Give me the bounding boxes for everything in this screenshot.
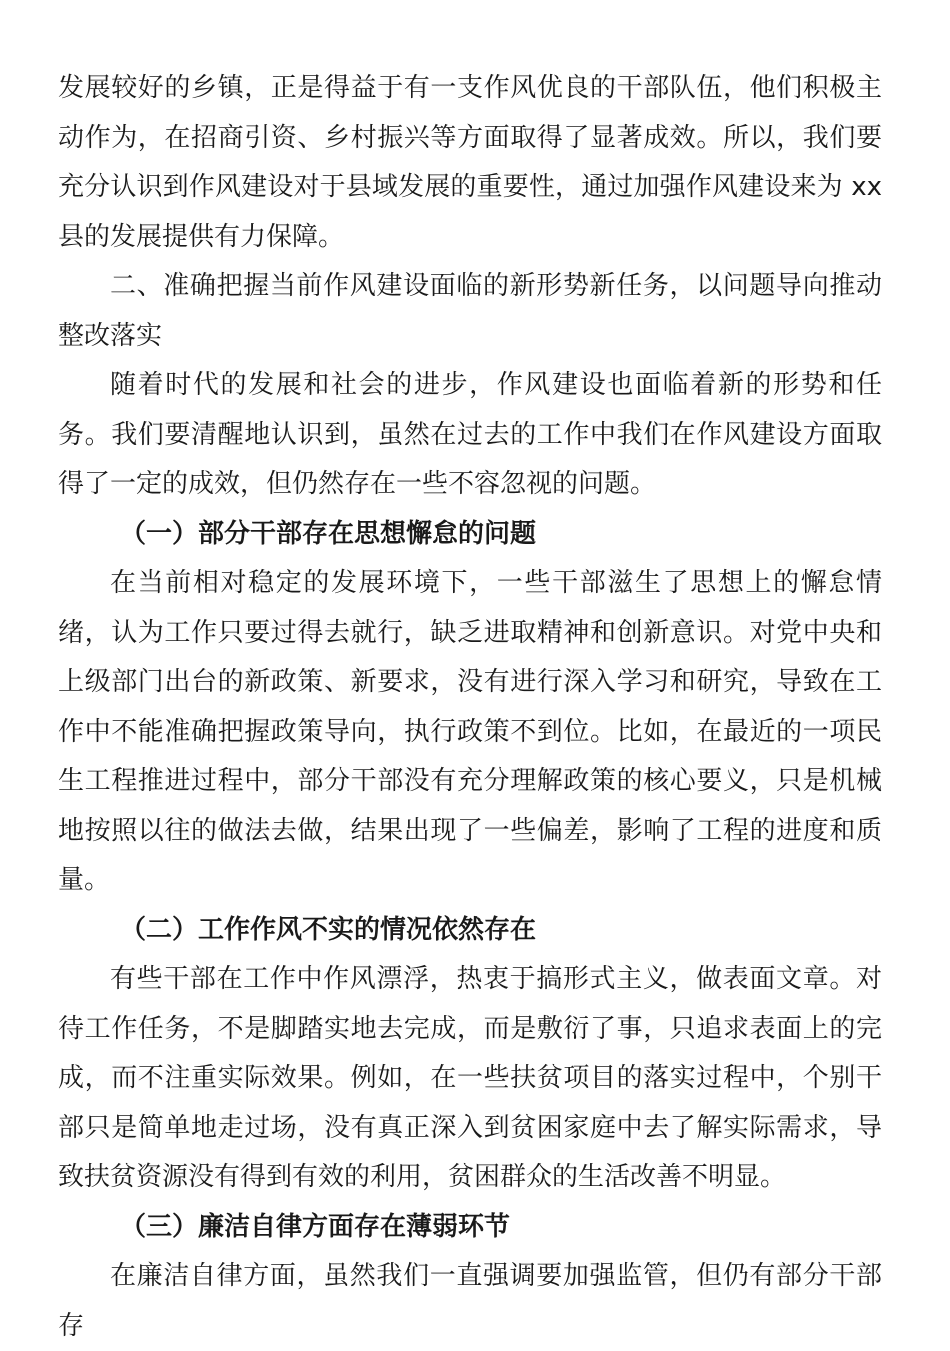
paragraph-subheading-two: 有些干部在工作中作风漂浮，热衷于搞形式主义，做表面文章。对待工作任务，不是脚踏实地去完成，而是敷衍了事，只追求表面上的完成，而不注重实际效果。例如，在一些扶贫项目的落实过程中，个别干部只是简单地走过场，没有真正深入到贫困家庭中去了解实际需求，导致扶贫资源没有得到有效的利用，贫困群众的生活改善不明显。 [58,964,882,1192]
paragraph-section-two-intro: 随着时代的发展和社会的进步，作风建设也面临着新的形势和任务。我们要清醒地认识到，虽然在过去的工作中我们在作风建设方面取得了一定的成效，但仍然存在一些不容忽视的问题。 [58,370,882,499]
paragraph-intro-continuation: 发展较好的乡镇，正是得益于有一支作风优良的干部队伍，他们积极主动作为，在招商引资、乡村振兴等方面取得了显著成效。所以，我们要充分认识到作风建设对于县域发展的重要性，通过加强作风建设来为 xx 县的发展提供有力保障。 [58,73,882,252]
subheading-one: （一）部分干部存在思想懈怠的问题 [120,518,537,549]
paragraph-subheading-three: 在廉洁自律方面，虽然我们一直强调要加强监管，但仍有部分干部存 [58,1261,882,1341]
paragraph-subheading-one: 在当前相对稳定的发展环境下，一些干部滋生了思想上的懈怠情绪，认为工作只要过得去就行，缺乏进取精神和创新意识。对党中央和上级部门出台的新政策、新要求，没有进行深入学习和研究，导致在工作中不能准确把握政策导向，执行政策不到位。比如，在最近的一项民生工程推进过程中，部分干部没有充分理解政策的核心要义，只是机械地按照以往的做法去做，结果出现了一些偏差，影响了工程的进度和质量。 [58,568,882,895]
subheading-two: （二）工作作风不实的情况依然存在 [120,914,537,945]
document-page [58,64,882,1351]
subheading-three: （三）廉洁自律方面存在薄弱环节 [120,1211,511,1242]
section-two-title: 二、准确把握当前作风建设面临的新形势新任务，以问题导向推动整改落实 [58,271,882,351]
